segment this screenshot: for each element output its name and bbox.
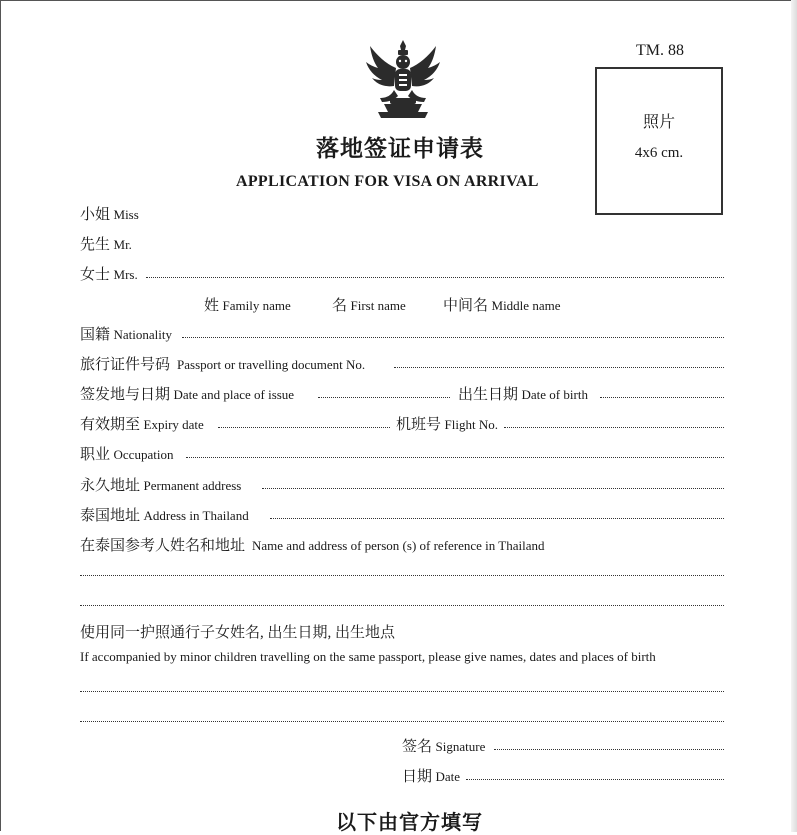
birth-date-label: 出生日期 Date of birth	[458, 387, 588, 403]
issue-field[interactable]	[318, 397, 450, 398]
occupation-label: 职业 Occupation	[80, 447, 174, 463]
reference-label: 在泰国参考人姓名和地址 Name and address of person (s) of reference in Thailand	[80, 538, 545, 554]
name-field[interactable]	[146, 277, 724, 278]
garuda-emblem-icon	[364, 38, 442, 122]
birth-date-field[interactable]	[600, 397, 724, 398]
permanent-address-field[interactable]	[262, 488, 724, 489]
nationality-field[interactable]	[182, 337, 724, 338]
date-field[interactable]	[466, 779, 724, 780]
thailand-address-field[interactable]	[270, 518, 724, 519]
flight-field[interactable]	[504, 427, 724, 428]
form-code: TM. 88	[636, 42, 684, 59]
middle-name-label: 中间名 Middle name	[443, 298, 561, 314]
official-use-title: 以下由官方填写	[336, 812, 483, 834]
photo-box[interactable]	[595, 67, 723, 215]
children-label-cn: 使用同一护照通行子女姓名, 出生日期, 出生地点	[80, 625, 396, 641]
reference-field-line-2[interactable]	[80, 605, 724, 606]
children-label-en: If accompanied by minor children travelling on the same passport, please give names, dates and places of birth	[80, 649, 656, 664]
occupation-field[interactable]	[186, 457, 724, 458]
date-label: 日期 Date	[402, 769, 461, 785]
permanent-address-label: 永久地址 Permanent address	[80, 478, 242, 494]
issue-label: 签发地与日期 Date and place of issue	[80, 387, 295, 403]
reference-field-line-1[interactable]	[80, 575, 724, 576]
children-field-line-1[interactable]	[80, 691, 724, 692]
passport-label: 旅行证件号码 Passport or travelling document No.	[80, 357, 366, 373]
form-title-cn: 落地签证申请表	[316, 136, 484, 161]
photo-size: 4x6 cm.	[634, 145, 684, 161]
form-title-en: APPLICATION FOR VISA ON ARRIVAL	[236, 173, 539, 190]
nationality-label: 国籍 Nationality	[80, 327, 173, 343]
photo-label: 照片	[642, 114, 675, 131]
signature-field[interactable]	[494, 749, 724, 750]
miss-label: 小姐 Miss	[80, 207, 139, 223]
family-name-label: 姓 Family name	[204, 298, 291, 314]
first-name-label: 名 First name	[332, 298, 406, 314]
thailand-address-label: 泰国地址 Address in Thailand	[80, 508, 249, 524]
expiry-label: 有效期至 Expiry date	[80, 417, 204, 433]
flight-label: 机班号 Flight No.	[396, 417, 498, 433]
page-edge	[791, 0, 797, 832]
mrs-label: 女士 Mrs.	[80, 267, 138, 283]
mr-label: 先生 Mr.	[80, 237, 132, 253]
signature-label: 签名 Signature	[402, 739, 486, 755]
children-field-line-2[interactable]	[80, 721, 724, 722]
passport-number-field[interactable]	[394, 367, 724, 368]
expiry-field[interactable]	[218, 427, 390, 428]
